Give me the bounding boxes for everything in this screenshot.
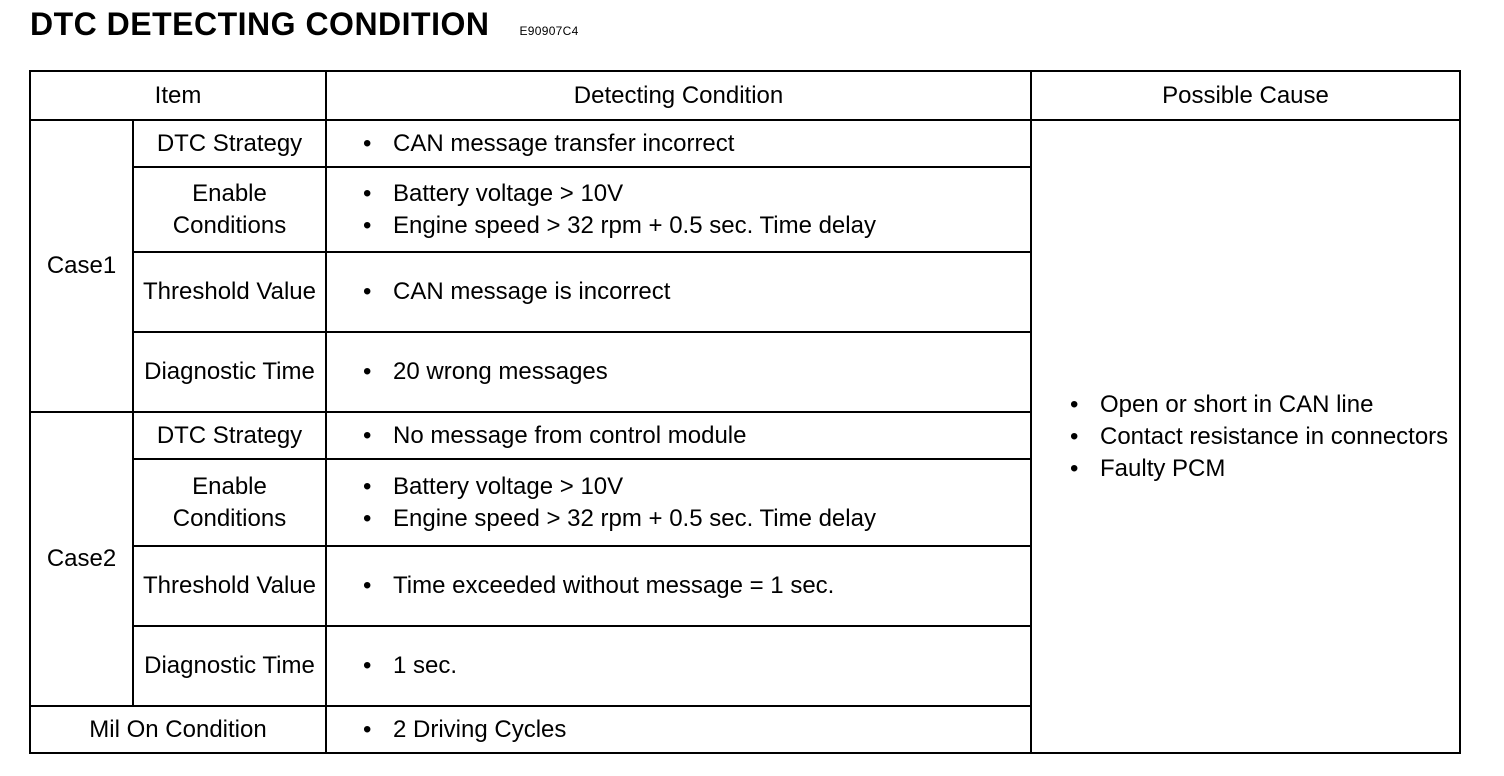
item-cell: Diagnostic Time	[133, 626, 326, 706]
condition-item: • 1 sec.	[361, 650, 1030, 682]
mil-item-cell: Mil On Condition	[30, 706, 326, 753]
condition-cell	[326, 120, 1031, 167]
table-row	[30, 120, 1460, 167]
table-header-row	[30, 71, 1460, 120]
condition-cell	[326, 167, 1031, 252]
condition-item: • Battery voltage > 10V	[361, 471, 1030, 503]
item-cell: DTC Strategy	[133, 412, 326, 459]
condition-item: • Battery voltage > 10V	[361, 178, 1030, 210]
dtc-condition-table	[29, 70, 1461, 754]
condition-cell	[326, 546, 1031, 626]
condition-item: • No message from control module	[361, 420, 1030, 452]
condition-item: • CAN message transfer incorrect	[361, 128, 1030, 160]
condition-item: • 2 Driving Cycles	[361, 714, 1030, 746]
item-cell: DTC Strategy	[133, 120, 326, 167]
condition-cell	[326, 626, 1031, 706]
item-cell: Threshold Value	[133, 252, 326, 332]
item-cell: Enable Conditions	[133, 167, 326, 252]
cause-item: • Contact resistance in connectors	[1068, 421, 1459, 453]
condition-item: • Engine speed > 32 rpm + 0.5 sec. Time delay	[361, 503, 1030, 535]
page-heading	[30, 6, 579, 43]
condition-cell	[326, 332, 1031, 412]
item-cell: Threshold Value	[133, 546, 326, 626]
document-code: E90907C4	[519, 24, 579, 38]
item-cell: Enable Conditions	[133, 459, 326, 546]
condition-cell	[326, 706, 1031, 753]
condition-item: • 20 wrong messages	[361, 356, 1030, 388]
cause-item: • Open or short in CAN line	[1068, 389, 1459, 421]
condition-cell	[326, 459, 1031, 546]
possible-cause-cell	[1031, 120, 1460, 753]
header-possible-cause: Possible Cause	[1031, 71, 1460, 120]
condition-item: • Engine speed > 32 rpm + 0.5 sec. Time delay	[361, 210, 1030, 242]
page-title: DTC DETECTING CONDITION	[30, 6, 490, 42]
condition-item: • Time exceeded without message = 1 sec.	[361, 570, 1030, 602]
item-cell: Diagnostic Time	[133, 332, 326, 412]
header-detecting-condition: Detecting Condition	[326, 71, 1031, 120]
case-label: Case2	[30, 412, 133, 706]
header-item: Item	[30, 71, 326, 120]
condition-cell	[326, 252, 1031, 332]
case-label: Case1	[30, 120, 133, 412]
cause-item: • Faulty PCM	[1068, 453, 1459, 485]
condition-cell	[326, 412, 1031, 459]
condition-item: • CAN message is incorrect	[361, 276, 1030, 308]
